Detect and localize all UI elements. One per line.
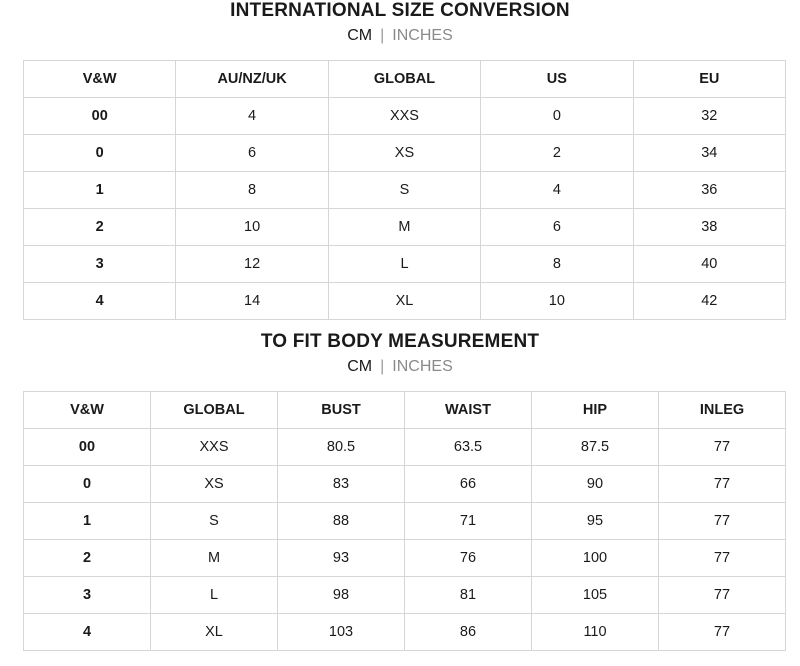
table-cell: 81 [405,577,532,614]
table-cell: 77 [659,540,786,577]
table-cell: 8 [176,172,328,209]
table-cell: 77 [659,466,786,503]
table-cell: 103 [278,614,405,651]
table-cell: 4 [24,283,176,320]
table-cell: 77 [659,429,786,466]
column-header: US [481,61,633,98]
table-row [24,614,786,651]
column-header: BUST [278,392,405,429]
unit-inches-option[interactable]: INCHES [392,358,453,375]
table-cell: 10 [176,209,328,246]
table-cell: 76 [405,540,532,577]
table-cell: 36 [633,172,785,209]
unit-cm-option[interactable]: CM [347,27,373,44]
table-cell: 90 [532,466,659,503]
table-cell: 4 [24,614,151,651]
body-measurement-unit-toggle [0,358,800,376]
table-row [24,246,786,283]
table-cell: 14 [176,283,328,320]
size-conversion-unit-toggle [0,27,800,45]
table-cell: M [151,540,278,577]
table-row [24,283,786,320]
table-cell: 2 [481,135,633,172]
unit-inches-option[interactable]: INCHES [392,27,453,44]
size-conversion-title: INTERNATIONAL SIZE CONVERSION [230,0,570,21]
table-row [24,429,786,466]
table-cell: 3 [24,246,176,283]
table-cell: S [328,172,480,209]
table-row [24,577,786,614]
table-cell: 0 [24,135,176,172]
table-cell: 00 [24,429,151,466]
table-cell: 80.5 [278,429,405,466]
table-cell: 42 [633,283,785,320]
column-header: V&W [24,61,176,98]
column-header: HIP [532,392,659,429]
column-header: GLOBAL [151,392,278,429]
table-cell: 1 [24,503,151,540]
table-cell: 88 [278,503,405,540]
table-cell: 0 [24,466,151,503]
table-cell: 66 [405,466,532,503]
table-cell: 86 [405,614,532,651]
table-row [24,98,786,135]
table-cell: L [151,577,278,614]
table-cell: XS [328,135,480,172]
table-cell: S [151,503,278,540]
table-cell: 77 [659,577,786,614]
table-cell: 105 [532,577,659,614]
table-cell: 77 [659,503,786,540]
table-cell: 98 [278,577,405,614]
table-cell: 32 [633,98,785,135]
column-header: V&W [24,392,151,429]
unit-separator: | [380,27,385,44]
table-cell: 34 [633,135,785,172]
body-measurement-table [23,391,786,651]
table-cell: 40 [633,246,785,283]
table-cell: 38 [633,209,785,246]
table-row [24,209,786,246]
table-cell: 87.5 [532,429,659,466]
table-cell: XL [151,614,278,651]
column-header: GLOBAL [328,61,480,98]
size-conversion-table [23,60,786,320]
table-row [24,135,786,172]
column-header: WAIST [405,392,532,429]
unit-cm-option[interactable]: CM [347,358,373,375]
table-cell: 4 [176,98,328,135]
table-row [24,540,786,577]
table-cell: 6 [481,209,633,246]
table-cell: 93 [278,540,405,577]
table-cell: 83 [278,466,405,503]
table-cell: 95 [532,503,659,540]
table-header-row [24,61,786,98]
table-cell: M [328,209,480,246]
column-header: AU/NZ/UK [176,61,328,98]
unit-separator: | [380,358,385,375]
table-cell: XXS [328,98,480,135]
table-cell: 10 [481,283,633,320]
table-cell: 0 [481,98,633,135]
table-row [24,503,786,540]
table-cell: 100 [532,540,659,577]
table-cell: 00 [24,98,176,135]
table-cell: L [328,246,480,283]
table-cell: 110 [532,614,659,651]
table-cell: XS [151,466,278,503]
table-cell: 1 [24,172,176,209]
table-cell: XL [328,283,480,320]
table-cell: 63.5 [405,429,532,466]
column-header: EU [633,61,785,98]
table-cell: 77 [659,614,786,651]
table-cell: 6 [176,135,328,172]
table-row [24,172,786,209]
body-measurement-title: TO FIT BODY MEASUREMENT [260,331,540,352]
table-cell: 12 [176,246,328,283]
table-cell: 71 [405,503,532,540]
table-cell: 2 [24,209,176,246]
table-cell: 8 [481,246,633,283]
table-row [24,466,786,503]
column-header: INLEG [659,392,786,429]
table-cell: XXS [151,429,278,466]
table-header-row [24,392,786,429]
table-cell: 2 [24,540,151,577]
table-cell: 3 [24,577,151,614]
table-cell: 4 [481,172,633,209]
